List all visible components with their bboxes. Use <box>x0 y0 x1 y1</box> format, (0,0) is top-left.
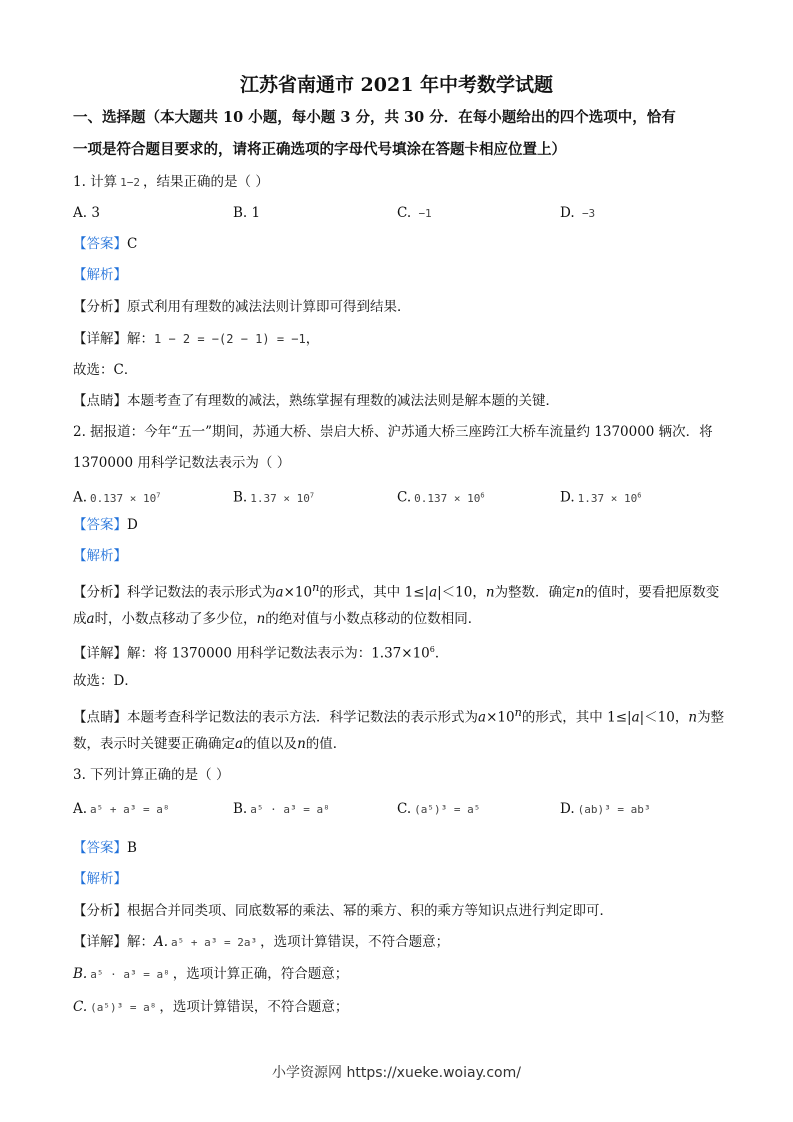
q3-option-b: B. a⁵ · a³ = a⁸ <box>233 801 330 817</box>
q1-option-d: D. −3 <box>560 205 596 221</box>
q2-fenxi-line2: 成a时，小数点移动了多少位，n的绝对值与小数点移动的位数相同． <box>73 611 482 627</box>
q1-answer: 【答案】C <box>73 236 138 252</box>
q1-stem: 1. 计算 1−2 ，结果正确的是（ ） <box>73 174 269 190</box>
q1-analysis-tag: 【解析】 <box>73 267 127 283</box>
q1-option-a: A. 3 <box>73 205 100 221</box>
q2-analysis-tag: 【解析】 <box>73 548 127 564</box>
q3-option-c: C. (a⁵)³ = a⁵ <box>397 801 481 817</box>
q3-answer: 【答案】B <box>73 840 137 856</box>
q3-option-a: A. a⁵ + a³ = a⁸ <box>73 801 170 817</box>
q1-expr: 1−2 <box>120 176 141 189</box>
q3-detail-a: 【详解】解：A. a⁵ + a³ = 2a³ ，选项计算错误，不符合题意； <box>73 934 450 950</box>
page-title: 江苏省南通市 2021 年中考数学试题 <box>239 74 554 96</box>
q2-comment-line2: 数，表示时关键要正确确定a的值以及n的值． <box>73 736 347 752</box>
q2-stem-line2: 1370000 用科学记数法表示为（ ） <box>73 455 291 471</box>
q2-answer: 【答案】D <box>73 517 138 533</box>
q2-option-a: A. $0.137 \times 10^7$ <box>73 489 161 506</box>
q3-fenxi: 【分析】根据合并同类项、同底数幂的乘法、幂的乘方、积的乘方等知识点进行判定即可． <box>73 903 613 919</box>
q1-detail: 【详解】解：1 − 2 = −(2 − 1) = −1， <box>73 331 320 347</box>
q3-stem: 3. 下列计算正确的是（ ） <box>73 767 230 783</box>
q2-option-d: D. $1.37 \times 10^6$ <box>560 489 642 506</box>
q1-comment: 【点睛】本题考查了有理数的减法，熟练掌握有理数的减法法则是解本题的关键． <box>73 393 559 409</box>
q1-option-c: C. −1 <box>397 205 432 221</box>
q1-option-b: B. 1 <box>233 205 261 221</box>
q2-comment-line1: 【点睛】本题考查科学记数法的表示方法．科学记数法的表示形式为$a\times 10^n$的形式，其中 1≤|a|＜10，n为整 <box>73 706 725 726</box>
q3-analysis-tag: 【解析】 <box>73 871 127 887</box>
q3-option-d: D. (ab)³ = ab³ <box>560 801 651 817</box>
q2-choose: 故选：D． <box>73 673 138 689</box>
q2-detail: 【详解】解：将 1370000 用科学记数法表示为：$1.37\times 10^6$． <box>73 645 449 662</box>
q3-detail-b: B. a⁵ · a³ = a⁸ ，选项计算正确，符合题意； <box>73 966 349 982</box>
q2-stem-line1: 2. 据报道：今年“五一”期间，苏通大桥、崇启大桥、沪苏通大桥三座跨江大桥车流量约 1370000 辆次．将 <box>73 424 713 440</box>
section-heading-line1: 一、选择题（本大题共 10 小题，每小题 3 分，共 30 分．在每小题给出的四个选项中，恰有 <box>73 109 676 126</box>
q1-choose: 故选：C． <box>73 362 138 378</box>
section-heading-line2: 一项是符合题目要求的，请将正确选项的字母代号填涂在答题卡相应位置上） <box>73 141 566 158</box>
q2-fenxi-line1: 【分析】科学记数法的表示形式为$a\times 10^n$的形式，其中 1≤|a|＜10，n为整数．确定n的值时，要看把原数变 <box>73 581 720 601</box>
q2-option-b: B. $1.37 \times 10^7$ <box>233 489 315 506</box>
q3-detail-c: C. (a⁵)³ = a⁸ ，选项计算错误，不符合题意； <box>73 999 349 1015</box>
q2-option-c: C. $0.137 \times 10^6$ <box>397 489 485 506</box>
footer-watermark: 小学资源网 https://xueke.woiay.com/ <box>272 1065 521 1081</box>
q1-fenxi: 【分析】原式利用有理数的减法法则计算即可得到结果． <box>73 299 411 315</box>
